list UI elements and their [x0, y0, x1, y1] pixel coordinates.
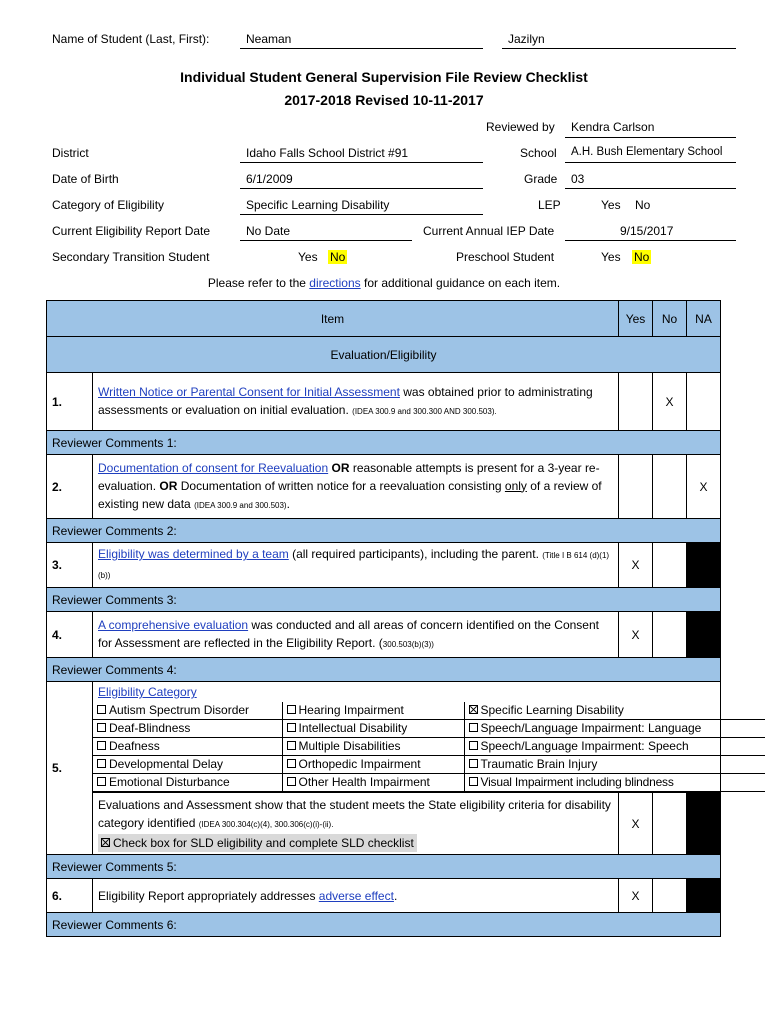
student-name-label: Name of Student (Last, First):: [52, 32, 210, 46]
category-option[interactable]: Hearing Impairment: [282, 702, 464, 720]
page-title: Individual Student General Supervision File Review Checklist: [180, 69, 588, 85]
no-cell[interactable]: [653, 543, 687, 588]
checkbox-icon: [469, 741, 478, 750]
page-subtitle: 2017-2018 Revised 10-11-2017: [284, 92, 484, 108]
category-option[interactable]: Developmental Delay: [93, 756, 282, 774]
category-label: Category of Eligibility: [52, 198, 165, 212]
item-number: 5.: [47, 682, 93, 855]
reviewed-by-value[interactable]: Kendra Carlson: [571, 120, 655, 134]
table-row: [47, 455, 721, 519]
checkbox-icon: [97, 777, 106, 786]
category-option[interactable]: Other Health Impairment: [282, 774, 464, 792]
reviewer-comments[interactable]: Reviewer Comments 1:: [47, 431, 721, 455]
column-yes: Yes: [619, 301, 653, 337]
item-number: 3.: [47, 543, 93, 588]
item-link[interactable]: Written Notice or Parental Consent for Initial Assessment: [98, 384, 400, 399]
na-cell-blocked: [687, 612, 721, 658]
item-link[interactable]: Documentation of consent for Reevaluation: [98, 460, 329, 475]
item-link[interactable]: A comprehensive evaluation: [98, 617, 249, 632]
lep-yes[interactable]: Yes: [601, 198, 621, 212]
na-cell[interactable]: X: [687, 455, 721, 519]
checkbox-icon: [469, 777, 478, 786]
checkbox-icon: [287, 723, 296, 732]
checked-box-icon: [469, 705, 478, 714]
checkbox-icon: [97, 705, 106, 714]
yes-cell[interactable]: X: [619, 793, 653, 855]
column-na: NA: [687, 301, 721, 337]
yes-cell[interactable]: X: [619, 879, 653, 913]
table-row: [47, 682, 721, 793]
no-cell[interactable]: [653, 455, 687, 519]
category-option[interactable]: Deaf-Blindness: [93, 720, 282, 738]
reviewer-comments[interactable]: Reviewer Comments 3:: [47, 588, 721, 612]
category-option[interactable]: Speech/Language Impairment: Speech: [464, 738, 765, 756]
preschool-no-selected[interactable]: No: [634, 250, 650, 264]
yes-cell[interactable]: [619, 373, 653, 431]
lep-label: LEP: [538, 198, 561, 212]
student-last-name[interactable]: Neaman: [246, 32, 292, 46]
no-cell[interactable]: [653, 612, 687, 658]
dob-label: Date of Birth: [52, 172, 119, 186]
iep-date-label: Current Annual IEP Date: [423, 224, 555, 238]
checkbox-icon: [97, 759, 106, 768]
na-cell[interactable]: [687, 373, 721, 431]
na-cell-blocked: [687, 543, 721, 588]
yes-cell[interactable]: X: [619, 543, 653, 588]
item-number: 1.: [47, 373, 93, 431]
item-text: A comprehensive evaluation was conducted and all areas of concern identified on the Consent for Assessment are reflected in the Eligibility Report. (300.503(b)(3)): [93, 612, 619, 658]
reviewed-by-label: Reviewed by: [486, 120, 555, 134]
reviewer-comments[interactable]: Reviewer Comments 4:: [47, 658, 721, 682]
section-title: Evaluation/Eligibility: [47, 337, 721, 373]
reviewer-comments[interactable]: Reviewer Comments 6:: [47, 913, 721, 937]
lep-no[interactable]: No: [635, 198, 651, 212]
transition-no-selected[interactable]: No: [330, 250, 346, 264]
district-label: District: [52, 146, 89, 160]
column-item: Item: [47, 301, 619, 337]
table-row: [47, 373, 721, 431]
preschool-yes[interactable]: Yes: [601, 250, 621, 264]
transition-label: Secondary Transition Student: [52, 250, 210, 264]
eligibility-category-block: [93, 682, 721, 793]
item-text: Eligibility Report appropriately addresses adverse effect.: [93, 879, 619, 913]
preschool-label: Preschool Student: [456, 250, 555, 264]
category-option[interactable]: Emotional Disturbance: [93, 774, 282, 792]
grade-label: Grade: [524, 172, 558, 186]
iep-date-value[interactable]: 9/15/2017: [620, 224, 674, 238]
category-option[interactable]: Autism Spectrum Disorder: [93, 702, 282, 720]
item-link[interactable]: Eligibility Category: [98, 685, 197, 699]
table-row: [47, 612, 721, 658]
grade-value[interactable]: 03: [571, 172, 585, 186]
table-row: [47, 543, 721, 588]
category-option[interactable]: Visual Impairment including blindness: [464, 774, 765, 792]
school-label: School: [520, 146, 557, 160]
checkbox-icon: [97, 723, 106, 732]
eligibility-report-date-label: Current Eligibility Report Date: [52, 224, 211, 238]
no-cell[interactable]: X: [653, 373, 687, 431]
checklist-table: [46, 300, 721, 937]
no-cell[interactable]: [653, 879, 687, 913]
na-cell-blocked: [687, 879, 721, 913]
dob-value[interactable]: 6/1/2009: [246, 172, 293, 186]
student-first-name[interactable]: Jazilyn: [508, 32, 545, 46]
table-row: [47, 879, 721, 913]
category-option[interactable]: Traumatic Brain Injury: [464, 756, 765, 774]
category-grid: [93, 702, 765, 792]
item-text: Eligibility was determined by a team (all required participants), including the parent. (Title I B 614 (d)(1)(b)): [93, 543, 619, 588]
item-text: Evaluations and Assessment show that the student meets the State eligibility criteria for disability category identified (IDEA 300.304(c)(4), 300.306(c)(i)-(ii). Check box for SLD eligibility and complete SLD checklist: [93, 793, 619, 855]
district-value[interactable]: Idaho Falls School District #91: [246, 146, 409, 160]
category-option[interactable]: Multiple Disabilities: [282, 738, 464, 756]
no-cell[interactable]: [653, 793, 687, 855]
item-link[interactable]: Eligibility was determined by a team: [98, 547, 289, 561]
checkbox-icon: [287, 741, 296, 750]
checkbox-icon: [469, 759, 478, 768]
item-text: Documentation of consent for Reevaluation OR reasonable attempts is present for a 3-year re-evaluation. OR Documentation of written notice for a reevaluation consisting only of a review of existing new data (IDEA 300.9 and 300.503).: [93, 455, 619, 519]
table-row: [47, 793, 721, 855]
sld-checkbox-row[interactable]: Check box for SLD eligibility and complete SLD checklist: [98, 834, 417, 852]
checkbox-icon: [469, 723, 478, 732]
transition-yes[interactable]: Yes: [298, 250, 318, 264]
checkbox-icon: [287, 777, 296, 786]
directions-note: Please refer to the directions for additional guidance on each item.: [207, 276, 561, 290]
yes-cell[interactable]: X: [619, 612, 653, 658]
na-cell-blocked: [687, 793, 721, 855]
school-value[interactable]: A.H. Bush Elementary School: [571, 146, 723, 158]
category-option[interactable]: Deafness: [93, 738, 282, 756]
eligibility-report-date-value[interactable]: No Date: [246, 224, 291, 238]
category-option[interactable]: Orthopedic Impairment: [282, 756, 464, 774]
item-number: 2.: [47, 455, 93, 519]
category-option[interactable]: Intellectual Disability: [282, 720, 464, 738]
column-no: No: [653, 301, 687, 337]
item-number: 6.: [47, 879, 93, 913]
yes-cell[interactable]: [619, 455, 653, 519]
category-option-checked[interactable]: Specific Learning Disability: [464, 702, 765, 720]
category-value[interactable]: Specific Learning Disability: [246, 198, 390, 212]
reviewer-comments[interactable]: Reviewer Comments 5:: [47, 855, 721, 879]
item-link[interactable]: adverse effect: [318, 888, 394, 903]
reviewer-comments[interactable]: Reviewer Comments 2:: [47, 519, 721, 543]
directions-link[interactable]: directions: [309, 276, 361, 290]
checkbox-icon: [287, 759, 296, 768]
checkbox-icon: [287, 705, 296, 714]
checked-box-icon[interactable]: [101, 838, 110, 847]
item-text: Written Notice or Parental Consent for Initial Assessment was obtained prior to administrating assessments or evaluation on initial evaluation. (IDEA 300.9 and 300.300 AND 300.503).: [93, 373, 619, 431]
item-number: 4.: [47, 612, 93, 658]
category-option[interactable]: Speech/Language Impairment: Language: [464, 720, 765, 738]
checkbox-icon: [97, 741, 106, 750]
